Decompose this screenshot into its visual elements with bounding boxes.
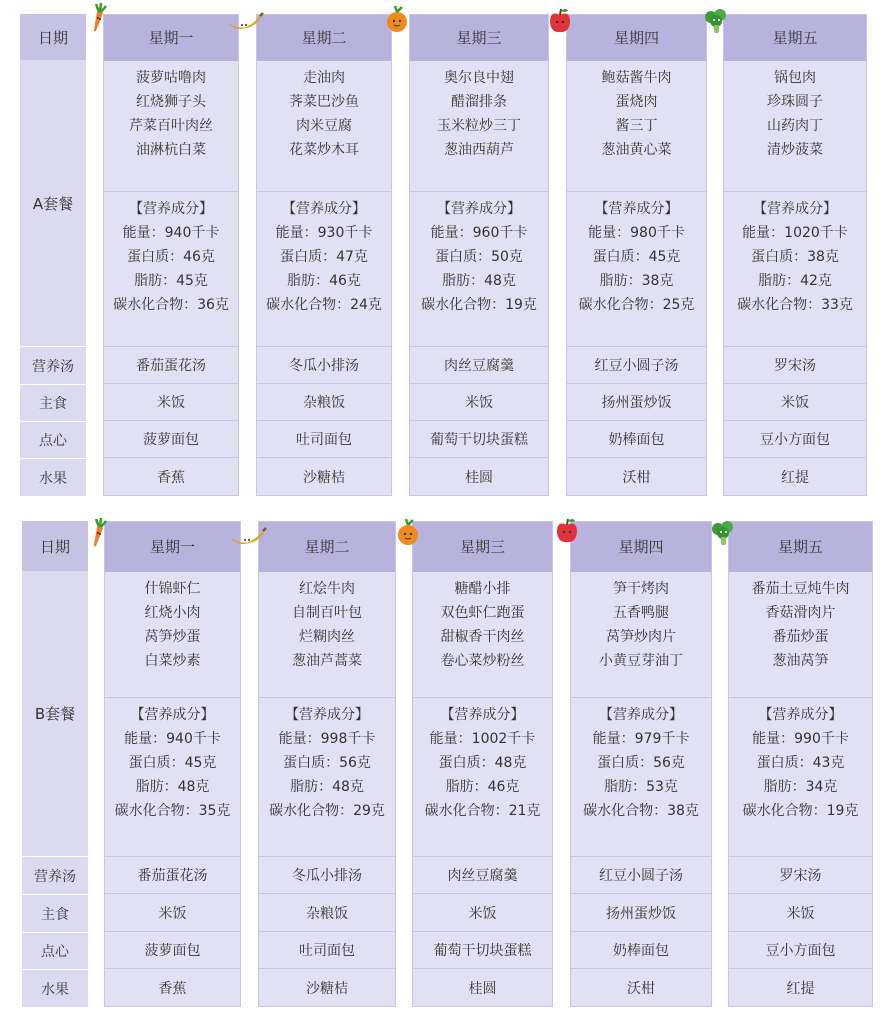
dish: 白菜炒素 <box>144 652 201 669</box>
snack-cell: 豆小方面包 <box>729 931 872 968</box>
dish: 卷心菜炒粉丝 <box>440 652 525 669</box>
nutrition-title: 【营养成分】 <box>758 707 843 724</box>
snack-cell: 吐司面包 <box>257 420 391 457</box>
fat: 脂肪：48克 <box>135 779 210 796</box>
nutrition-block <box>104 191 238 345</box>
protein: 蛋白质：45克 <box>128 755 217 772</box>
apple-icon <box>546 6 574 36</box>
dish: 锅包肉 <box>774 69 816 86</box>
label-staple: 主食 <box>20 384 86 421</box>
staple-cell: 米饭 <box>105 893 240 931</box>
day-header: 星期一 <box>105 522 240 572</box>
staple-cell: 米饭 <box>729 893 872 931</box>
carbs: 碳水化合物：19克 <box>742 803 859 820</box>
fat: 脂肪：34克 <box>763 779 838 796</box>
carbs: 碳水化合物：33克 <box>737 297 853 314</box>
dish-list <box>571 572 711 697</box>
carbs: 碳水化合物：19克 <box>421 297 537 314</box>
dish-list <box>729 572 872 697</box>
dish: 红烩牛肉 <box>299 580 355 597</box>
dish-list <box>257 61 391 191</box>
nutrition-title: 【营养成分】 <box>753 201 837 218</box>
dish: 笋干烤肉 <box>613 580 669 597</box>
fruit-cell: 沃柑 <box>571 968 711 1006</box>
soup-cell: 冬瓜小排汤 <box>259 856 395 894</box>
fruit-cell: 红提 <box>724 457 866 495</box>
energy: 能量：980千卡 <box>588 225 685 242</box>
dish: 葱油莴笋 <box>772 652 829 669</box>
protein: 蛋白质：47克 <box>280 249 368 266</box>
energy: 能量：960千卡 <box>430 225 528 242</box>
staple-cell: 杂粮饭 <box>259 893 395 931</box>
fruit-cell: 桂圆 <box>410 457 548 495</box>
dish: 香菇滑肉片 <box>765 604 836 621</box>
dish-list <box>259 572 395 697</box>
fat: 脂肪：42克 <box>758 273 832 290</box>
row-labels-b <box>22 521 88 1007</box>
fruit-cell: 沃柑 <box>567 457 706 495</box>
staple-cell: 米饭 <box>413 893 552 931</box>
fruit-cell: 红提 <box>729 968 872 1006</box>
snack-cell: 葡萄干切块蛋糕 <box>410 420 548 457</box>
snack-cell: 奶棒面包 <box>567 420 706 457</box>
dish: 双色虾仁跑蛋 <box>440 604 525 621</box>
fat: 脂肪：38克 <box>599 273 674 290</box>
dish-list <box>413 572 552 697</box>
banana-icon <box>228 523 268 553</box>
snack-cell: 菠萝面包 <box>105 931 240 968</box>
energy: 能量：990千卡 <box>752 731 849 748</box>
carbs: 碳水化合物：29克 <box>269 803 385 820</box>
dish: 葱油芦蒿菜 <box>292 652 362 669</box>
dish: 番茄炒蛋 <box>772 628 829 645</box>
dish: 菠萝咕噜肉 <box>136 69 206 86</box>
snack-cell: 豆小方面包 <box>724 420 866 457</box>
label-staple: 主食 <box>22 894 88 932</box>
nutrition-title: 【营养成分】 <box>285 707 369 724</box>
carbs: 碳水化合物：25克 <box>578 297 695 314</box>
staple-cell: 扬州蛋炒饭 <box>571 893 711 931</box>
snack-cell: 奶棒面包 <box>571 931 711 968</box>
dish-list <box>104 61 238 191</box>
dish: 红烧小肉 <box>144 604 201 621</box>
broccoli-icon <box>709 518 737 548</box>
protein: 蛋白质：56克 <box>597 755 685 772</box>
energy: 能量：1002千卡 <box>429 731 536 748</box>
carbs: 碳水化合物：35克 <box>114 803 231 820</box>
day-column-mon <box>104 521 241 1007</box>
nutrition-title: 【营养成分】 <box>440 707 525 724</box>
nutrition-title: 【营养成分】 <box>594 201 679 218</box>
dish: 红烧狮子头 <box>136 93 206 110</box>
menu-table-b <box>0 521 895 1007</box>
protein: 蛋白质：45克 <box>592 249 681 266</box>
dish-list <box>105 572 240 697</box>
energy: 能量：979千卡 <box>592 731 690 748</box>
protein: 蛋白质：56克 <box>283 755 371 772</box>
carbs: 碳水化合物：21克 <box>424 803 541 820</box>
dish-list <box>410 61 548 191</box>
protein: 蛋白质：38克 <box>751 249 839 266</box>
fruit-cell: 香蕉 <box>105 968 240 1006</box>
nutrition-block <box>410 191 548 345</box>
day-column-tue <box>258 521 396 1007</box>
energy: 能量：930千卡 <box>275 225 373 242</box>
label-soup: 营养汤 <box>22 856 88 894</box>
banana-icon <box>225 8 265 38</box>
dish: 油淋杭白菜 <box>136 141 206 158</box>
staple-cell: 杂粮饭 <box>257 383 391 420</box>
protein: 蛋白质：43克 <box>756 755 845 772</box>
fruit-cell: 沙糖桔 <box>257 457 391 495</box>
dish: 自制百叶包 <box>292 604 362 621</box>
menu-table-a <box>0 14 895 496</box>
soup-cell: 红豆小圆子汤 <box>567 346 706 384</box>
soup-cell: 肉丝豆腐羹 <box>413 856 552 894</box>
energy: 能量：940千卡 <box>122 225 220 242</box>
dish: 奥尔良中翅 <box>444 69 514 86</box>
staple-cell: 米饭 <box>724 383 866 420</box>
snack-cell: 菠萝面包 <box>104 420 238 457</box>
dish: 花菜炒木耳 <box>289 141 359 158</box>
label-snack: 点心 <box>20 421 86 458</box>
nutrition-title: 【营养成分】 <box>130 707 215 724</box>
label-fruit: 水果 <box>20 458 86 496</box>
day-column-mon <box>103 14 239 496</box>
dish: 莴笋炒肉片 <box>606 628 676 645</box>
apple-icon <box>553 516 581 546</box>
dish: 醋溜排条 <box>451 93 507 110</box>
orange-icon <box>394 517 422 547</box>
dish: 山药肉丁 <box>767 117 823 134</box>
carbs: 碳水化合物：36克 <box>113 297 229 314</box>
dish: 酱三丁 <box>615 117 658 134</box>
day-column-thu <box>566 14 707 496</box>
fat: 脂肪：46克 <box>287 273 361 290</box>
carbs: 碳水化合物：24克 <box>266 297 382 314</box>
label-date: 日期 <box>20 14 86 60</box>
staple-cell: 扬州蛋炒饭 <box>567 383 706 420</box>
energy: 能量：998千卡 <box>278 731 376 748</box>
nutrition-block <box>105 697 240 855</box>
soup-cell: 红豆小圆子汤 <box>571 856 711 894</box>
soup-cell: 肉丝豆腐羹 <box>410 346 548 384</box>
staple-cell: 米饭 <box>104 383 238 420</box>
carrot-icon <box>84 2 112 32</box>
day-column-tue <box>256 14 392 496</box>
label-snack: 点心 <box>22 932 88 969</box>
nutrition-block <box>567 191 706 345</box>
set-name: A套餐 <box>32 194 74 213</box>
soup-cell: 罗宋汤 <box>729 856 872 894</box>
day-header: 星期五 <box>724 15 866 61</box>
dish: 蛋烧肉 <box>615 93 658 110</box>
nutrition-block <box>257 191 391 345</box>
protein: 蛋白质：50克 <box>435 249 523 266</box>
day-column-wed <box>412 521 553 1007</box>
nutrition-title: 【营养成分】 <box>437 201 521 218</box>
day-column-fri <box>728 521 873 1007</box>
row-labels-a <box>20 14 86 496</box>
dish-list <box>567 61 706 191</box>
dish: 鲍菇酱牛肉 <box>601 69 672 86</box>
day-column-fri <box>723 14 867 496</box>
dish: 走油肉 <box>303 69 345 86</box>
day-header: 星期四 <box>571 522 711 572</box>
day-column-thu <box>570 521 712 1007</box>
dish: 芹菜百叶肉丝 <box>129 117 213 134</box>
label-date: 日期 <box>22 521 88 571</box>
fat: 脂肪：48克 <box>442 273 516 290</box>
dish: 葱油黄心菜 <box>601 141 672 158</box>
nutrition-block <box>413 697 552 855</box>
dish: 甜椒香干肉丝 <box>440 628 525 645</box>
day-column-wed <box>409 14 549 496</box>
carbs: 碳水化合物：38克 <box>583 803 699 820</box>
label-fruit: 水果 <box>22 969 88 1007</box>
soup-cell: 罗宋汤 <box>724 346 866 384</box>
dish-list <box>724 61 866 191</box>
protein: 蛋白质：48克 <box>438 755 527 772</box>
dish: 玉米粒炒三丁 <box>437 117 521 134</box>
snack-cell: 吐司面包 <box>259 931 395 968</box>
fat: 脂肪：45克 <box>134 273 208 290</box>
dish: 莴笋炒蛋 <box>144 628 201 645</box>
day-header: 星期五 <box>729 522 872 572</box>
dish: 什锦虾仁 <box>144 580 201 597</box>
day-header: 星期二 <box>259 522 395 572</box>
dish: 烂糊肉丝 <box>299 628 355 645</box>
nutrition-block <box>729 697 872 855</box>
energy: 能量：1020千卡 <box>742 225 848 242</box>
day-header: 星期二 <box>257 15 391 61</box>
day-header: 星期三 <box>413 522 552 572</box>
carrot-icon <box>84 517 112 547</box>
day-header: 星期四 <box>567 15 706 61</box>
dish: 小黄豆芽油丁 <box>599 652 683 669</box>
soup-cell: 番茄蛋花汤 <box>104 346 238 384</box>
day-header: 星期三 <box>410 15 548 61</box>
day-header: 星期一 <box>104 15 238 61</box>
nutrition-block <box>571 697 711 855</box>
broccoli-icon <box>702 6 730 36</box>
orange-icon <box>383 4 411 34</box>
energy: 能量：940千卡 <box>124 731 221 748</box>
staple-cell: 米饭 <box>410 383 548 420</box>
dish: 番茄土豆炖牛肉 <box>751 580 850 597</box>
dish: 糖醋小排 <box>454 580 511 597</box>
dish: 清炒菠菜 <box>767 141 823 158</box>
fruit-cell: 沙糖桔 <box>259 968 395 1006</box>
dish: 肉米豆腐 <box>296 117 352 134</box>
dish: 荠菜巴沙鱼 <box>289 93 359 110</box>
set-name: B套餐 <box>34 705 76 723</box>
fat: 脂肪：46克 <box>445 779 520 796</box>
fat: 脂肪：53克 <box>604 779 678 796</box>
nutrition-title: 【营养成分】 <box>282 201 366 218</box>
label-soup: 营养汤 <box>20 346 86 384</box>
nutrition-title: 【营养成分】 <box>129 201 213 218</box>
fruit-cell: 香蕉 <box>104 457 238 495</box>
nutrition-block <box>259 697 395 855</box>
dish: 五香鸭腿 <box>613 604 669 621</box>
dish: 葱油西葫芦 <box>444 141 514 158</box>
fruit-cell: 桂圆 <box>413 968 552 1006</box>
snack-cell: 葡萄干切块蛋糕 <box>413 931 552 968</box>
dish: 珍珠圆子 <box>767 93 823 110</box>
nutrition-title: 【营养成分】 <box>599 707 683 724</box>
protein: 蛋白质：46克 <box>127 249 215 266</box>
soup-cell: 番茄蛋花汤 <box>105 856 240 894</box>
soup-cell: 冬瓜小排汤 <box>257 346 391 384</box>
nutrition-block <box>724 191 866 345</box>
fat: 脂肪：48克 <box>290 779 364 796</box>
